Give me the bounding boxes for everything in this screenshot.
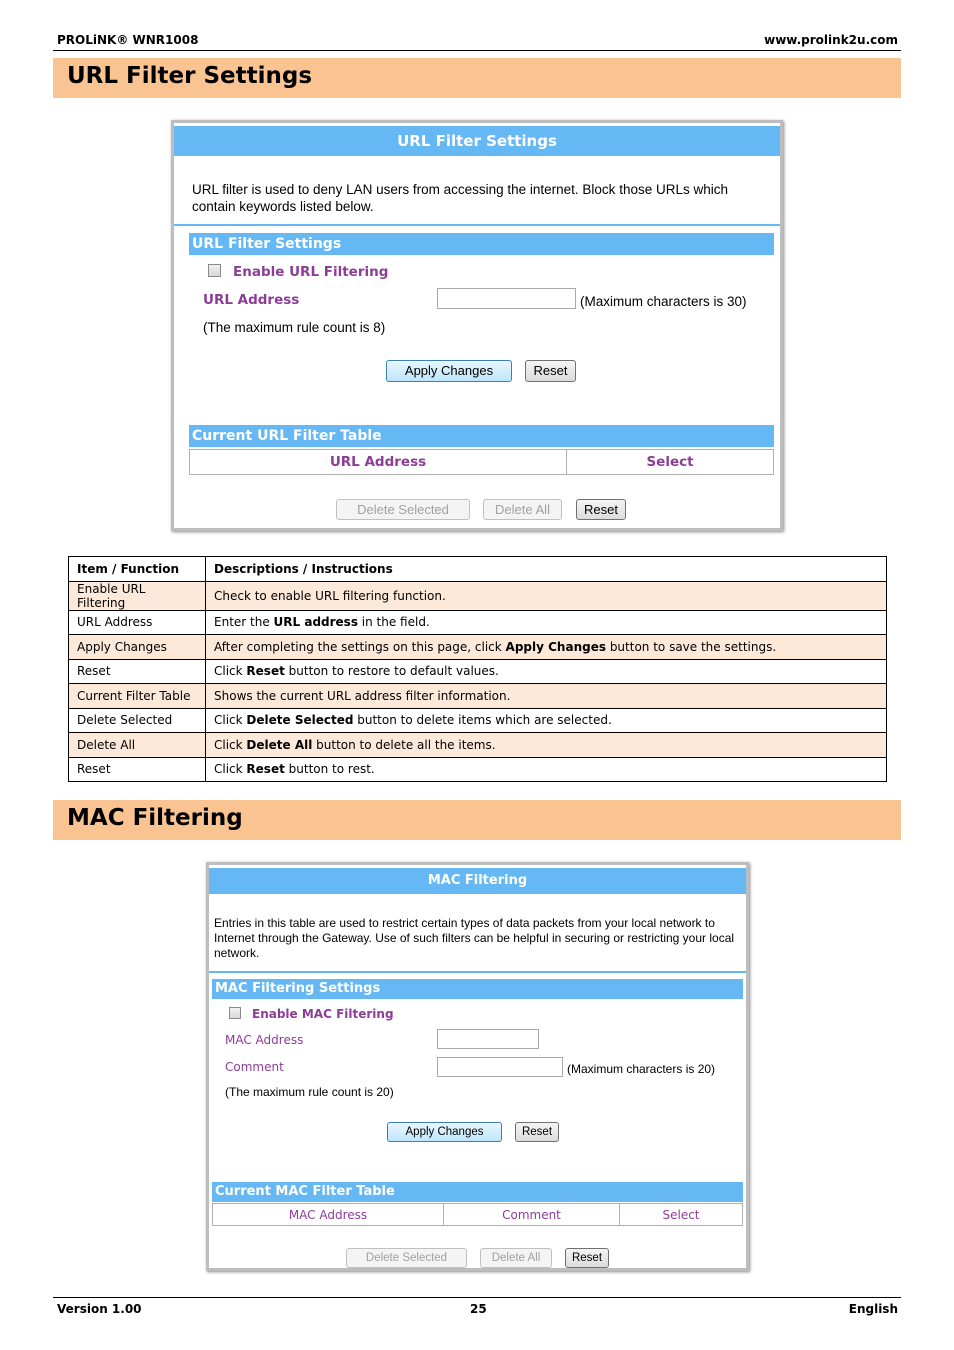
header-rule	[53, 50, 901, 51]
row-item: Reset	[69, 757, 206, 782]
mac-table-reset-button[interactable]: Reset	[565, 1248, 609, 1268]
mac-table-header-mac-address: MAC Address	[213, 1204, 444, 1225]
url-filter-separator	[174, 224, 780, 226]
url-filter-description: URL filter is used to deny LAN users from accessing the internet. Block those URLs which contain keywords listed below.	[192, 182, 728, 214]
row-item: Delete Selected	[69, 708, 206, 733]
comment-input[interactable]	[437, 1057, 563, 1077]
current-url-filter-table-header	[189, 449, 774, 475]
url-filter-screenshot	[171, 120, 783, 531]
row-description: Check to enable URL filtering function.	[206, 581, 887, 610]
table-row	[69, 733, 887, 758]
url-apply-changes-button[interactable]: Apply Changes	[386, 360, 512, 382]
mac-delete-all-button[interactable]: Delete All	[480, 1248, 552, 1268]
row-description: Shows the current URL address filter information.	[206, 684, 887, 709]
mac-section-heading-bar	[53, 800, 901, 840]
url-table-header-url-address: URL Address	[190, 450, 567, 474]
footer-version: Version 1.00	[57, 1302, 142, 1316]
current-mac-filter-table-header	[212, 1203, 743, 1226]
mac-address-label: MAC Address	[225, 1033, 304, 1047]
footer-rule	[53, 1297, 901, 1298]
url-section-heading-bar	[53, 58, 901, 98]
mac-delete-selected-button[interactable]: Delete Selected	[346, 1248, 467, 1268]
table-row	[69, 659, 887, 684]
comment-label: Comment	[225, 1060, 284, 1074]
table-header-item: Item / Function	[69, 557, 206, 582]
enable-mac-filtering-checkbox[interactable]	[229, 1007, 241, 1019]
table-row	[69, 708, 887, 733]
row-description: Enter the URL address in the field.	[206, 610, 887, 635]
mac-filtering-panel-title: MAC Filtering	[209, 868, 746, 894]
mac-max-rule-note: (The maximum rule count is 20)	[225, 1085, 394, 1099]
current-url-filter-table-bar: Current URL Filter Table	[189, 425, 774, 447]
row-description: Click Delete All button to delete all the items.	[206, 733, 887, 758]
url-address-label: URL Address	[203, 292, 300, 308]
enable-url-filtering-checkbox[interactable]	[208, 264, 221, 277]
mac-filtering-screenshot	[206, 862, 749, 1271]
mac-table-header-comment: Comment	[444, 1204, 620, 1225]
enable-url-filtering-label: Enable URL Filtering	[233, 264, 389, 280]
comment-hint: (Maximum characters is 20)	[567, 1062, 716, 1076]
row-item: Reset	[69, 659, 206, 684]
footer-language: English	[848, 1302, 898, 1316]
table-row	[69, 610, 887, 635]
function-description-table	[68, 556, 887, 782]
url-table-header-select: Select	[646, 454, 694, 470]
url-delete-selected-button[interactable]: Delete Selected	[336, 499, 470, 520]
table-row	[69, 757, 887, 782]
mac-section-heading: MAC Filtering	[67, 805, 243, 831]
table-row	[69, 684, 887, 709]
row-item: URL Address	[69, 610, 206, 635]
mac-address-input[interactable]	[437, 1029, 539, 1049]
mac-filtering-description: Entries in this table are used to restrict certain types of data packets from your local network to Internet through the Gateway. Use of such filters can be helpful in securing or restricting your local network.	[214, 916, 735, 960]
url-filter-panel-title: URL Filter Settings	[174, 126, 780, 156]
url-delete-all-button[interactable]: Delete All	[483, 499, 562, 520]
mac-apply-changes-button[interactable]: Apply Changes	[387, 1122, 502, 1142]
row-description: After completing the settings on this page, click Apply Changes button to save the settings.	[206, 635, 887, 660]
document-product-name: PROLiNK® WNR1008	[57, 33, 199, 47]
table-row	[69, 581, 887, 610]
row-item: Current Filter Table	[69, 684, 206, 709]
row-description: Click Reset button to restore to default values.	[206, 659, 887, 684]
row-description: Click Delete Selected button to delete items which are selected.	[206, 708, 887, 733]
document-website: www.prolink2u.com	[764, 33, 898, 47]
url-reset-button[interactable]: Reset	[525, 360, 576, 382]
url-section-heading: URL Filter Settings	[67, 63, 313, 89]
row-item: Apply Changes	[69, 635, 206, 660]
mac-table-header-select: Select	[662, 1207, 700, 1222]
url-address-hint: (Maximum characters is 30)	[580, 294, 747, 309]
row-item: Delete All	[69, 733, 206, 758]
enable-mac-filtering-label: Enable MAC Filtering	[252, 1007, 394, 1021]
row-description: Click Reset button to rest.	[206, 757, 887, 782]
table-row	[69, 635, 887, 660]
url-filter-settings-bar: URL Filter Settings	[189, 233, 774, 255]
url-address-input[interactable]	[437, 288, 576, 309]
current-mac-filter-table-bar: Current MAC Filter Table	[212, 1182, 743, 1202]
row-item: Enable URL Filtering	[69, 581, 206, 610]
footer-page-number: 25	[470, 1302, 487, 1316]
url-table-reset-button[interactable]: Reset	[576, 499, 626, 520]
url-max-rule-note: (The maximum rule count is 8)	[203, 320, 386, 335]
table-header-description: Descriptions / Instructions	[206, 557, 887, 582]
mac-filtering-settings-bar: MAC Filtering Settings	[212, 979, 743, 999]
mac-reset-button[interactable]: Reset	[515, 1122, 559, 1142]
mac-filtering-separator	[209, 971, 746, 973]
